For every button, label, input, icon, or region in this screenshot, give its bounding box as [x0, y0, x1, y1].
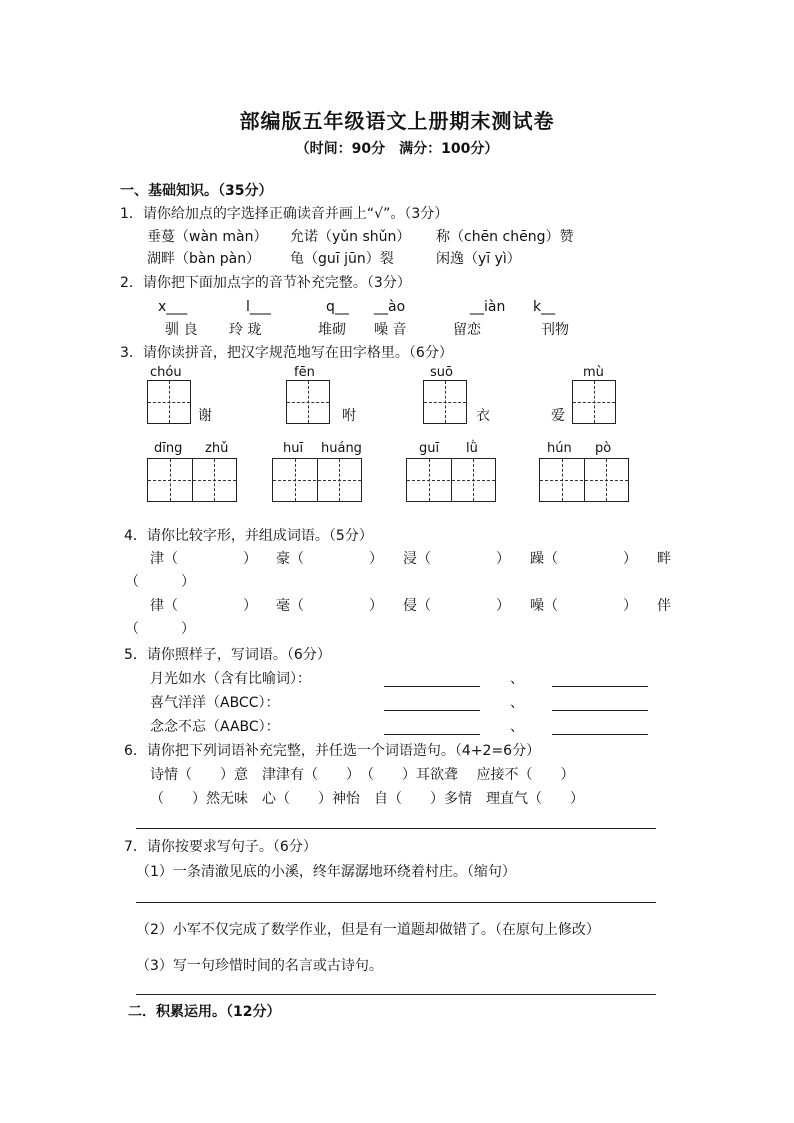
- q4-paren: ）: [243, 598, 257, 614]
- q3-pinyin: pò: [595, 441, 612, 456]
- answer-line[interactable]: [136, 902, 656, 903]
- q4-word: 浸（: [403, 551, 431, 567]
- q2-syllable: q__: [326, 299, 349, 315]
- q7-sentence: （2）小军不仅完成了数学作业，但是有一道题却做错了。（在原句上修改）: [136, 922, 600, 938]
- q5-sep: 、: [510, 719, 524, 735]
- q7-prompt: 7．请你按要求写句子。（6分）: [124, 839, 317, 855]
- q3-pinyin: zhǔ: [205, 441, 229, 456]
- q5-sep: 、: [510, 695, 524, 711]
- q1-item: 允诺（yǔn shǔn）: [290, 229, 411, 245]
- q4-paren: ）: [623, 598, 637, 614]
- q4-paren: （ ）: [125, 574, 195, 590]
- section1-heading: 一、基础知识。（35分）: [120, 183, 273, 199]
- q6-row: 诗情（ ）意 津津有（ ） （ ）耳欲聋 应接不（ ）: [150, 767, 575, 783]
- q3-pinyin: fēn: [294, 365, 315, 380]
- tianzi-grid-double[interactable]: [147, 458, 237, 502]
- q5-item: 念念不忘（AABC）：: [150, 719, 280, 735]
- q4-word: 侵（: [403, 598, 431, 614]
- q2-prompt: 2．请你把下面加点字的音节补充完整。（3分）: [120, 275, 411, 291]
- tianzi-grid[interactable]: [286, 380, 330, 424]
- answer-line[interactable]: [384, 710, 480, 711]
- q4-word: 噪（: [530, 598, 558, 614]
- q3-pinyin: huī: [283, 441, 304, 456]
- q4-paren: （ ）: [125, 621, 195, 637]
- answer-line[interactable]: [136, 994, 656, 995]
- page-subtitle: （时间：90分 满分：100分）: [295, 141, 499, 157]
- q1-item: 闲逸（yī yì）: [436, 251, 521, 267]
- q4-paren: ）: [496, 598, 510, 614]
- section2-heading: 二．积累运用。（12分）: [128, 1004, 281, 1020]
- q1-item: 湖畔（bàn pàn）: [147, 251, 261, 267]
- q4-word: 毫（: [276, 598, 304, 614]
- q4-paren: ）: [369, 551, 383, 567]
- q5-sep: 、: [510, 671, 524, 687]
- q3-prompt: 3．请你读拼音，把汉字规范地写在田字格里。（6分）: [120, 345, 453, 361]
- q4-paren: ）: [623, 551, 637, 567]
- q4-paren: ）: [243, 551, 257, 567]
- q3-char: 爱: [551, 408, 565, 424]
- q6-row: （ ）然无味 心（ ）神怡 自（ ）多情 理直气（ ）: [150, 791, 584, 807]
- q3-pinyin: lǜ: [466, 441, 478, 456]
- q3-pinyin: guī: [419, 441, 440, 456]
- tianzi-grid[interactable]: [147, 380, 191, 424]
- tianzi-grid-double[interactable]: [272, 458, 362, 502]
- q3-pinyin: suō: [430, 365, 453, 380]
- q7-sentence: （1）一条清澈见底的小溪，终年潺潺地环绕着村庄。（缩句）: [136, 864, 516, 880]
- answer-line[interactable]: [552, 734, 648, 735]
- q4-paren: ）: [496, 551, 510, 567]
- q2-word: 留恋: [453, 322, 481, 338]
- q2-syllable: __ào: [374, 299, 406, 315]
- q4-paren: ）: [369, 598, 383, 614]
- q7-sentence: （3）写一句珍惜时间的名言或古诗句。: [136, 958, 383, 974]
- q6-prompt: 6．请你把下列词语补充完整，并任选一个词语造句。（4+2=6分）: [124, 743, 541, 759]
- tianzi-grid[interactable]: [423, 380, 467, 424]
- q2-word: 玲 珑: [229, 322, 262, 338]
- page-title: 部编版五年级语文上册期末测试卷: [239, 109, 555, 133]
- q1-item: 垂蔓（wàn màn）: [147, 229, 268, 245]
- q3-pinyin: mù: [583, 365, 604, 380]
- q2-syllable: k__: [533, 299, 556, 315]
- tianzi-grid-double[interactable]: [539, 458, 629, 502]
- q4-prompt: 4．请你比较字形，并组成词语。（5分）: [124, 528, 373, 544]
- q2-word: 噪 音: [374, 322, 407, 338]
- answer-line[interactable]: [552, 686, 648, 687]
- q1-item: 称（chēn chēng）赞: [436, 229, 574, 245]
- answer-line[interactable]: [384, 686, 480, 687]
- q2-word: 堆砌: [318, 322, 346, 338]
- q4-word: 畔: [657, 551, 671, 567]
- q2-syllable: __iàn: [470, 299, 506, 315]
- q3-char: 咐: [342, 408, 356, 424]
- q5-item: 喜气洋洋（ABCC）：: [150, 695, 280, 711]
- q5-prompt: 5．请你照样子，写词语。（6分）: [124, 647, 331, 663]
- q2-syllable: x___: [158, 299, 188, 315]
- q3-pinyin: huáng: [321, 441, 362, 456]
- q3-pinyin: dīng: [154, 441, 183, 456]
- answer-line[interactable]: [136, 828, 656, 829]
- q3-pinyin: chóu: [150, 365, 182, 380]
- q3-char: 衣: [476, 408, 490, 424]
- q4-word: 伴: [657, 598, 671, 614]
- q3-char: 谢: [198, 408, 212, 424]
- q2-syllable: l___: [246, 299, 271, 315]
- answer-line[interactable]: [384, 734, 480, 735]
- q3-pinyin: hún: [547, 441, 572, 456]
- tianzi-grid[interactable]: [572, 380, 616, 424]
- q5-item: 月光如水（含有比喻词）：: [150, 671, 311, 687]
- q4-word: 躁（: [530, 551, 558, 567]
- q4-word: 津（: [150, 551, 178, 567]
- q2-word: 驯 良: [165, 322, 198, 338]
- q4-word: 律（: [150, 598, 178, 614]
- q4-word: 豪（: [276, 551, 304, 567]
- tianzi-grid-double[interactable]: [406, 458, 496, 502]
- q2-word: 刊物: [541, 322, 569, 338]
- answer-line[interactable]: [552, 710, 648, 711]
- q1-prompt: 1．请你给加点的字选择正确读音并画上“√”。（3分）: [120, 206, 449, 222]
- q1-item: 龟（guī jūn）裂: [290, 251, 394, 267]
